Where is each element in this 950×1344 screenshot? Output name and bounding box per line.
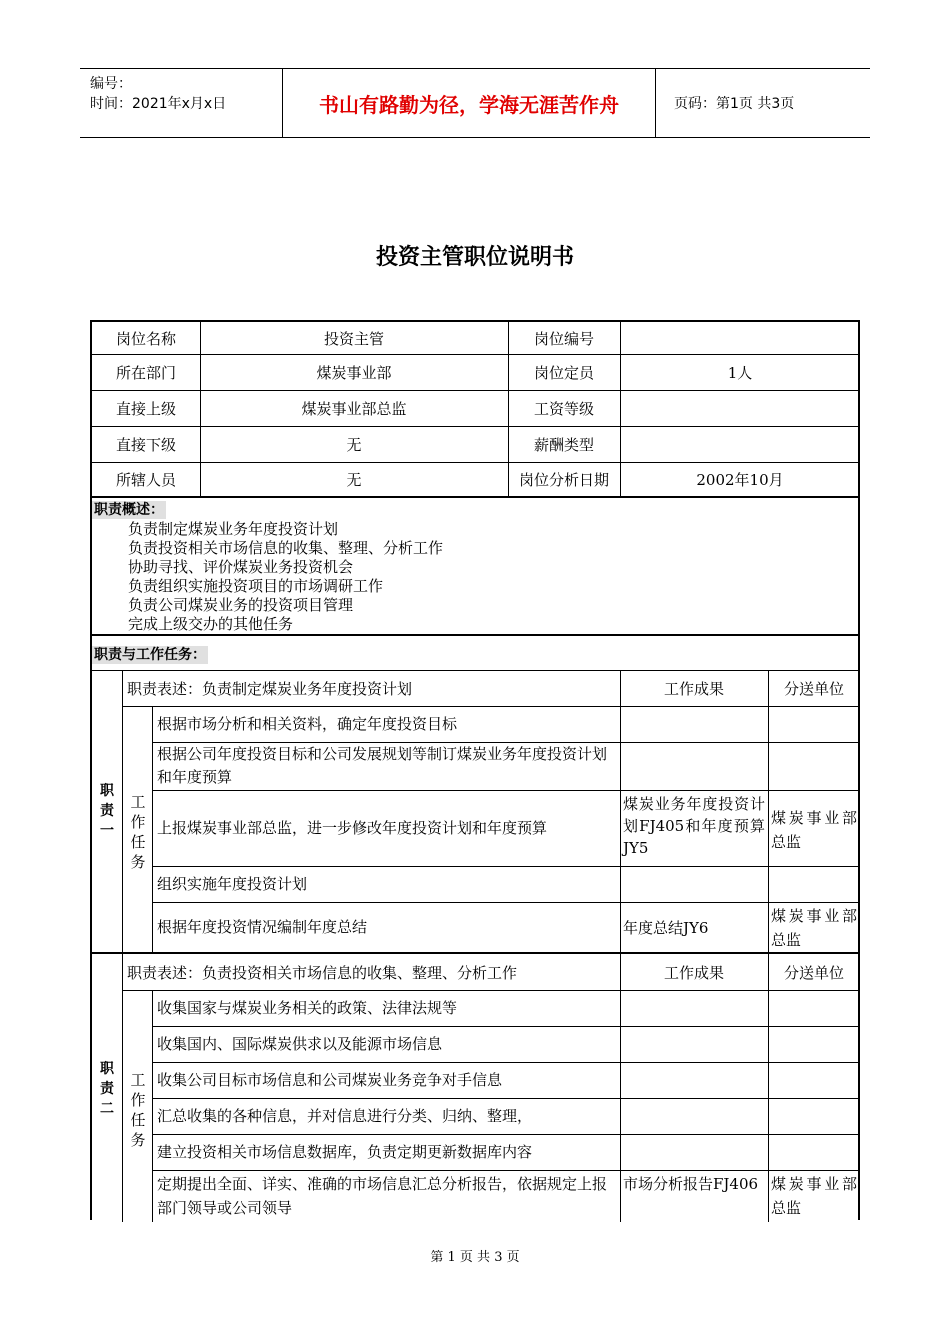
task-item: 收集国内、国际煤炭供求以及能源市场信息 [157,1035,443,1053]
task-dest: 煤炭事业部总监 [771,1175,857,1217]
info-value: 1人 [727,363,753,382]
info-value: 煤炭事业部 [316,363,392,382]
document-title: 投资主管职位说明书 [375,245,574,270]
task-item: 建立投资相关市场信息数据库，负责定期更新数据库内容 [157,1143,533,1161]
info-key: 直接上级 [115,399,176,418]
info-value: 2002年10月 [696,470,784,489]
summary-title: 职责概述： [94,502,164,518]
info-key: 工资等级 [533,399,594,418]
task-item: 收集国家与煤炭业务相关的政策、法律法规等 [157,999,458,1017]
info-value: 无 [346,435,362,454]
dest-header: 分送单位 [783,679,844,698]
page-footer: 第 1 页 共 3 页 [430,1250,520,1265]
task-item: 收集公司目标市场信息和公司煤炭业务竞争对手信息 [157,1071,503,1089]
info-key: 所辖人员 [115,470,176,489]
summary-item: 负责公司煤炭业务的投资项目管理 [128,596,354,614]
summary-item: 协助寻找、评价煤炭业务投资机会 [128,558,354,576]
task-item: 上报煤炭事业部总监，进一步修改年度投资计划和年度预算 [157,819,548,837]
duty-statement: 职责表述：负责投资相关市场信息的收集、整理、分析工作 [127,963,518,982]
task-item: 汇总收集的各种信息，并对信息进行分类、归纳、整理， [157,1107,533,1125]
info-key: 直接下级 [115,435,176,454]
header-meta [80,69,282,137]
task-item: 组织实施年度投资计划 [157,875,308,893]
info-key: 所在部门 [115,363,176,382]
info-key: 薪酬类型 [533,435,594,454]
task-item: 根据市场分析和相关资料，确定年度投资目标 [157,715,458,733]
duty-label: 职责一 [100,783,114,839]
page-info-text: 页码：第1页 共3页 [674,96,795,112]
work-task-label: 工作任务 [130,1071,146,1149]
page-header [80,68,870,138]
info-value [620,322,860,354]
task-dest: 煤炭事业部总监 [771,907,857,949]
header-page-info [664,69,870,137]
info-value: 投资主管 [323,329,384,348]
info-key: 岗位分析日期 [518,470,609,489]
info-value [620,390,860,426]
duty-label: 职责二 [100,1061,114,1117]
task-item: 根据年度投资情况编制年度总结 [157,918,368,936]
job-description-table [90,320,860,1220]
info-value: 无 [346,470,362,489]
task-item: 定期提出全面、详实、准确的市场信息汇总分析报告，依据规定上报部门领导或公司领导 [157,1175,608,1217]
task-dest: 煤炭事业部总监 [771,809,857,851]
work-task-label: 工作任务 [130,793,146,871]
info-key: 岗位定员 [533,363,594,382]
summary-item: 负责投资相关市场信息的收集、整理、分析工作 [128,539,444,557]
dest-header: 分送单位 [783,963,844,982]
info-value: 煤炭事业部总监 [301,399,407,418]
task-result: 煤炭业务年度投资计划FJ405和年度预算JY5 [623,795,765,857]
info-key: 岗位编号 [533,329,594,348]
result-header: 工作成果 [663,963,724,982]
summary-item: 完成上级交办的其他任务 [128,615,294,633]
info-key: 岗位名称 [115,329,176,348]
summary-item: 负责制定煤炭业务年度投资计划 [128,520,339,538]
task-item: 根据公司年度投资目标和公司发展规划等制订煤炭业务年度投资计划和年度预算 [157,745,608,786]
summary-item: 负责组织实施投资项目的市场调研工作 [128,577,384,595]
code-label: 编号： [90,76,132,92]
header-motto: 书山有路勤为径，学海无涯苦作舟 [282,69,656,137]
task-result: 年度总结JY6 [623,918,709,937]
info-value [620,426,860,462]
result-header: 工作成果 [663,679,724,698]
duties-title: 职责与工作任务： [94,647,206,663]
summary-list [128,520,443,634]
date-label: 时间：2021年x月x日 [90,96,227,112]
task-result: 市场分析报告FJ406 [623,1175,759,1193]
duty-statement: 职责表述：负责制定煤炭业务年度投资计划 [127,679,413,698]
